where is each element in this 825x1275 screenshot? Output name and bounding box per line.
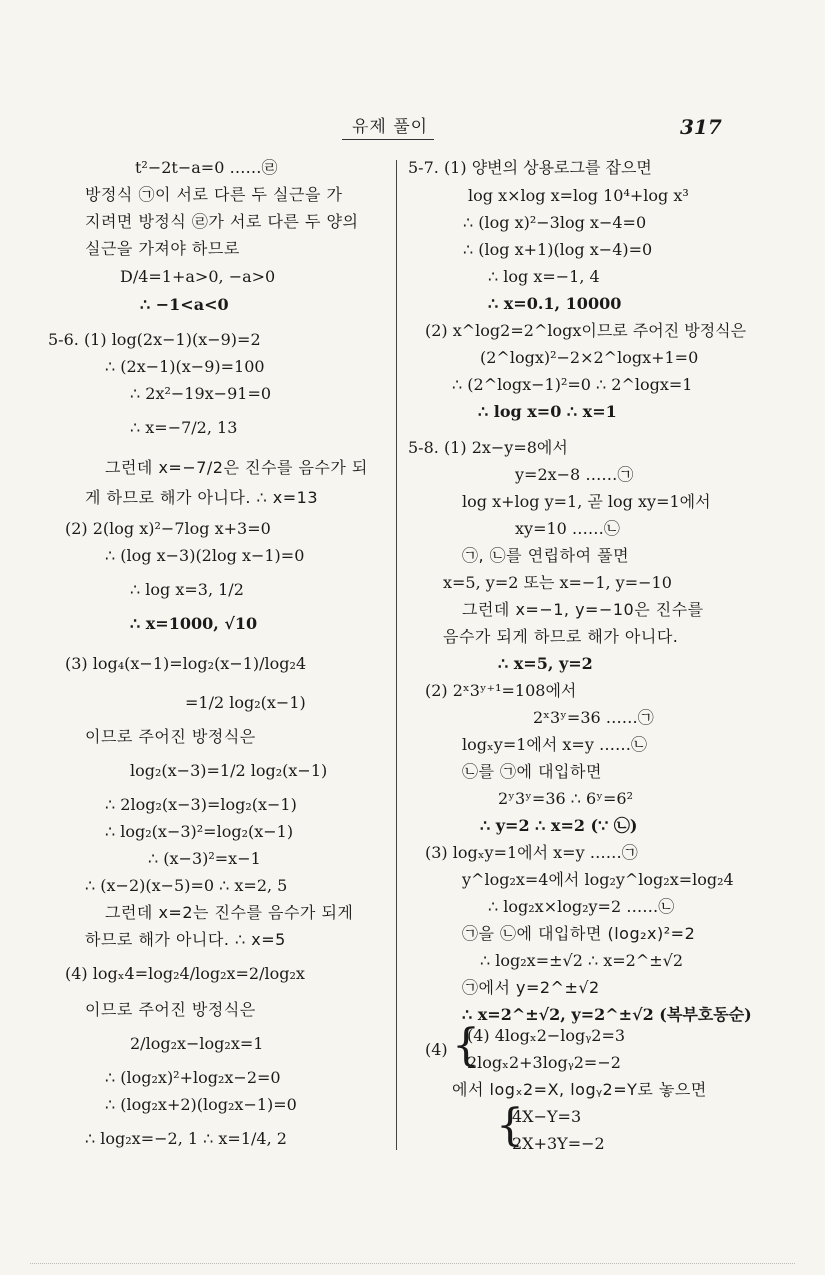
page-number: 317 — [680, 115, 722, 139]
equation-line: ∴ x=−7/2, 13 — [130, 418, 238, 437]
text-line: 그런데 x=−1, y=−10은 진수를 — [462, 600, 704, 619]
text-line: 하므로 해가 아니다. ∴ x=5 — [85, 930, 286, 949]
equation-line: ∴ (log x)²−3log x−4=0 — [463, 213, 647, 232]
text-line: 이므로 주어진 방정식은 — [85, 1000, 256, 1019]
answer-line: ∴ log₂x=−2, 1 ∴ x=1/4, 2 — [85, 1129, 287, 1148]
text-line: ㉡를 ㉠에 대입하면 — [462, 762, 602, 781]
text-line: 실근을 가져야 하므로 — [85, 239, 240, 258]
equation-line: (4) 4logₓ2−logᵧ2=3 — [467, 1026, 626, 1045]
subproblem-line: (2) 2(log x)²−7log x+3=0 — [65, 519, 271, 538]
equation-line: ∴ (x−2)(x−5)=0 ∴ x=2, 5 — [85, 876, 288, 895]
equation-line: xy=10 ……㉡ — [515, 519, 620, 538]
equation-line: log x×log x=log 10⁴+log x³ — [468, 186, 689, 205]
equation-line: y=2x−8 ……㉠ — [515, 465, 634, 484]
subproblem-line: (2) 2ˣ3ʸ⁺¹=108에서 — [425, 681, 577, 700]
subproblem-line: (4) — [425, 1040, 448, 1059]
text-line: 에서 logₓ2=X, logᵧ2=Y로 놓으면 — [452, 1080, 707, 1099]
equation-line: y^log₂x=4에서 log₂y^log₂x=log₂4 — [462, 870, 734, 889]
text-line: 지려면 방정식 ㉣가 서로 다른 두 양의 — [85, 212, 359, 231]
text-line: 그런데 x=−7/2은 진수를 음수가 되 — [105, 458, 368, 477]
equation-line: ∴ log₂(x−3)²=log₂(x−1) — [105, 822, 294, 841]
equation-line: D/4=1+a>0, −a>0 — [120, 267, 276, 286]
equation-line: ∴ (2^logx−1)²=0 ∴ 2^logx=1 — [452, 375, 693, 394]
equation-line: logₓy=1에서 x=y ……㉡ — [462, 735, 647, 754]
subproblem-line: (4) logₓ4=log₂4/log₂x=2/log₂x — [65, 964, 305, 983]
subproblem-line: (3) log₄(x−1)=log₂(x−1)/log₂4 — [65, 654, 307, 673]
text-line: 방정식 ㉠이 서로 다른 두 실근을 가 — [85, 185, 343, 204]
equation-line: ∴ log₂x=±√2 ∴ x=2^±√2 — [480, 951, 684, 970]
equation-line: t²−2t−a=0 ……㉣ — [135, 158, 278, 177]
subproblem-line: (3) logₓy=1에서 x=y ……㉠ — [425, 843, 638, 862]
header-rule — [342, 139, 434, 140]
text-line: ㉠에서 y=2^±√2 — [462, 978, 600, 997]
equation-line: ∴ (2x−1)(x−9)=100 — [105, 357, 265, 376]
equation-line: (2^logx)²−2×2^logx+1=0 — [480, 348, 699, 367]
equation-line: ∴ (log x−3)(2log x−1)=0 — [105, 546, 305, 565]
equation-line: 2ˣ3ʸ=36 ……㉠ — [533, 708, 654, 727]
equation-line: ∴ (log₂x+2)(log₂x−1)=0 — [105, 1095, 297, 1114]
equation-line: 2logₓ2+3logᵧ2=−2 — [467, 1053, 621, 1072]
equation-line: ∴ log₂x×log₂y=2 ……㉡ — [488, 897, 675, 916]
header-title: 유제 풀이 — [352, 117, 429, 137]
equation-line: =1/2 log₂(x−1) — [185, 693, 306, 712]
problem-heading: 5-6. (1) log(2x−1)(x−9)=2 — [48, 330, 261, 349]
equation-line: ∴ (log x+1)(log x−4)=0 — [463, 240, 653, 259]
text-line: 음수가 되게 하므로 해가 아니다. — [443, 627, 679, 646]
equation-line: 2X+3Y=−2 — [512, 1134, 605, 1153]
equation-line: log x+log y=1, 곧 log xy=1에서 — [462, 492, 711, 511]
text-line: ㉠을 ㉡에 대입하면 (log₂x)²=2 — [462, 924, 696, 943]
answer-line: ∴ x=2^±√2, y=2^±√2 (복부호동순) — [462, 1005, 752, 1024]
answer-line: ∴ y=2 ∴ x=2 (∵ ㉡) — [480, 816, 638, 835]
equation-line: ∴ log x=3, 1/2 — [130, 580, 244, 599]
text-line: ㉠, ㉡를 연립하여 풀면 — [462, 546, 630, 565]
system-brace: { — [496, 1100, 524, 1151]
equation-line: x=5, y=2 또는 x=−1, y=−10 — [443, 573, 672, 592]
text-line: 그런데 x=2는 진수를 음수가 되게 — [105, 903, 354, 922]
equation-line: ∴ 2x²−19x−91=0 — [130, 384, 272, 403]
equation-line: 4X−Y=3 — [512, 1107, 582, 1126]
answer-line: ∴ −1<a<0 — [140, 295, 229, 314]
equation-line: ∴ 2log₂(x−3)=log₂(x−1) — [105, 795, 297, 814]
problem-heading: 5-7. (1) 양변의 상용로그를 잡으면 — [408, 158, 652, 177]
column-divider — [396, 160, 397, 1150]
equation-line: 2ʸ3ʸ=36 ∴ 6ʸ=6² — [498, 789, 633, 808]
footer-rule — [30, 1263, 795, 1267]
equation-line: 2/log₂x−log₂x=1 — [130, 1034, 264, 1053]
equation-line: ∴ (log₂x)²+log₂x−2=0 — [105, 1068, 281, 1087]
equation-line: log₂(x−3)=1/2 log₂(x−1) — [130, 761, 328, 780]
answer-line: ∴ x=0.1, 10000 — [488, 294, 622, 313]
answer-line: ∴ x=5, y=2 — [498, 654, 593, 673]
equation-line: ∴ log x=−1, 4 — [488, 267, 600, 286]
answer-line: ∴ log x=0 ∴ x=1 — [478, 402, 617, 421]
subproblem-line: (2) x^log2=2^logx이므로 주어진 방정식은 — [425, 321, 747, 340]
text-line: 게 하므로 해가 아니다. ∴ x=13 — [85, 488, 319, 507]
equation-line: ∴ (x−3)²=x−1 — [148, 849, 261, 868]
text-line: 이므로 주어진 방정식은 — [85, 727, 256, 746]
system-brace: { — [452, 1020, 480, 1071]
answer-line: ∴ x=1000, √10 — [130, 614, 258, 633]
problem-heading: 5-8. (1) 2x−y=8에서 — [408, 438, 568, 457]
